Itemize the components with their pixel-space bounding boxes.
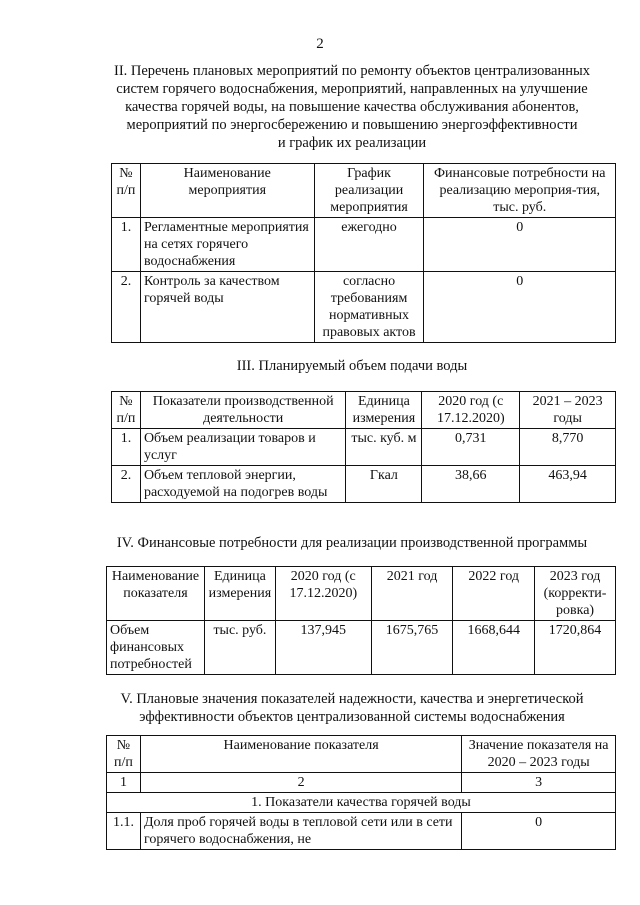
indicator-name: Объем финансовых потребностей: [107, 621, 205, 675]
section-5-title: [90, 690, 614, 726]
row-number: 1.1.: [107, 813, 141, 850]
value-2023: 1720,864: [535, 621, 616, 675]
value-2020: 0,731: [422, 429, 520, 466]
event-finance: 0: [424, 218, 616, 272]
indicator-name: Объем реализации товаров и услуг: [140, 429, 345, 466]
value-2021: 1675,765: [371, 621, 453, 675]
page-number: 2: [316, 36, 324, 52]
section-4-title: IV. Финансовые потребности для реализации производственной программы: [116, 535, 588, 551]
unit: тыс. руб.: [204, 621, 275, 675]
header-cell: 2020 год (с 17.12.2020): [422, 392, 520, 429]
table-row: [112, 218, 616, 272]
indicator-name: Объем тепловой энергии, расходуемой на подогрев воды: [140, 466, 345, 503]
event-finance: 0: [424, 272, 616, 343]
value-2022: 1668,644: [453, 621, 535, 675]
header-cell: Единица измерения: [204, 567, 275, 621]
table-row: [107, 813, 616, 850]
table-header-row: [107, 736, 616, 773]
finance-table: [106, 566, 616, 675]
title-line: качества горячей воды, на повышение качества обслуживания абонентов,: [125, 99, 579, 115]
header-cell: № п/п: [112, 392, 141, 429]
event-name: Контроль за качеством горячей воды: [140, 272, 314, 343]
table-row: [112, 429, 616, 466]
value-2021-2023: 463,94: [520, 466, 616, 503]
header-cell: Наименование показателя: [107, 567, 205, 621]
table-row: [112, 466, 616, 503]
header-cell: Наименование показателя: [140, 736, 461, 773]
column-number: 1: [107, 773, 141, 793]
value-2021-2023: 8,770: [520, 429, 616, 466]
table-header-row: [107, 567, 616, 621]
column-number: 2: [140, 773, 461, 793]
title-line: V. Плановые значения показателей надежности, качества и энергетической: [120, 691, 584, 707]
row-number: 1.: [112, 429, 141, 466]
table-header-row: [112, 164, 616, 218]
header-cell: Наименование мероприятия: [140, 164, 314, 218]
section-3-title: III. Планируемый объем подачи воды: [236, 358, 468, 374]
header-cell: № п/п: [112, 164, 141, 218]
event-schedule: ежегодно: [314, 218, 424, 272]
column-number-row: [107, 773, 616, 793]
events-table: [111, 163, 616, 343]
table-header-row: [112, 392, 616, 429]
header-cell: Показатели производственной деятельности: [140, 392, 345, 429]
unit: тыс. куб. м: [346, 429, 422, 466]
indicators-table: [106, 735, 616, 850]
event-schedule: согласно требованиям нормативных правовых актов: [314, 272, 424, 343]
group-row: [107, 793, 616, 813]
header-cell: График реализации мероприятия: [314, 164, 424, 218]
title-line: II. Перечень плановых мероприятий по ремонту объектов централизованных: [113, 63, 591, 79]
column-number: 3: [462, 773, 616, 793]
event-name: Регламентные мероприятия на сетях горячего водоснабжения: [140, 218, 314, 272]
water-supply-table: [111, 391, 616, 503]
table-row: [107, 621, 616, 675]
indicator-name: Доля проб горячей воды в тепловой сети или в сети горячего водоснабжения, не: [140, 813, 461, 850]
row-number: 2.: [112, 272, 141, 343]
header-cell: 2022 год: [453, 567, 535, 621]
value-2020: 38,66: [422, 466, 520, 503]
row-number: 1.: [112, 218, 141, 272]
value-2020: 137,945: [275, 621, 371, 675]
indicator-value: 0: [462, 813, 616, 850]
header-cell: 2021 – 2023 годы: [520, 392, 616, 429]
row-number: 2.: [112, 466, 141, 503]
header-cell: № п/п: [107, 736, 141, 773]
header-cell: 2020 год (с 17.12.2020): [275, 567, 371, 621]
title-line: эффективности объектов централизованной системы водоснабжения: [139, 709, 565, 725]
section-2-title: [90, 62, 614, 152]
unit: Гкал: [346, 466, 422, 503]
title-line: и график их реализации: [277, 135, 427, 151]
header-cell: 2023 год (корректи-ровка): [535, 567, 616, 621]
table-row: [112, 272, 616, 343]
header-cell: Финансовые потребности на реализацию мероприя-тия, тыс. руб.: [424, 164, 616, 218]
header-cell: Единица измерения: [346, 392, 422, 429]
title-line: систем горячего водоснабжения, мероприятий, направленных на улучшение: [116, 81, 588, 97]
group-title: 1. Показатели качества горячей воды: [107, 793, 616, 813]
title-line: мероприятий по энергосбережению и повышению энергоэффективности: [126, 117, 578, 133]
header-cell: Значение показателя на 2020 – 2023 годы: [462, 736, 616, 773]
header-cell: 2021 год: [371, 567, 453, 621]
